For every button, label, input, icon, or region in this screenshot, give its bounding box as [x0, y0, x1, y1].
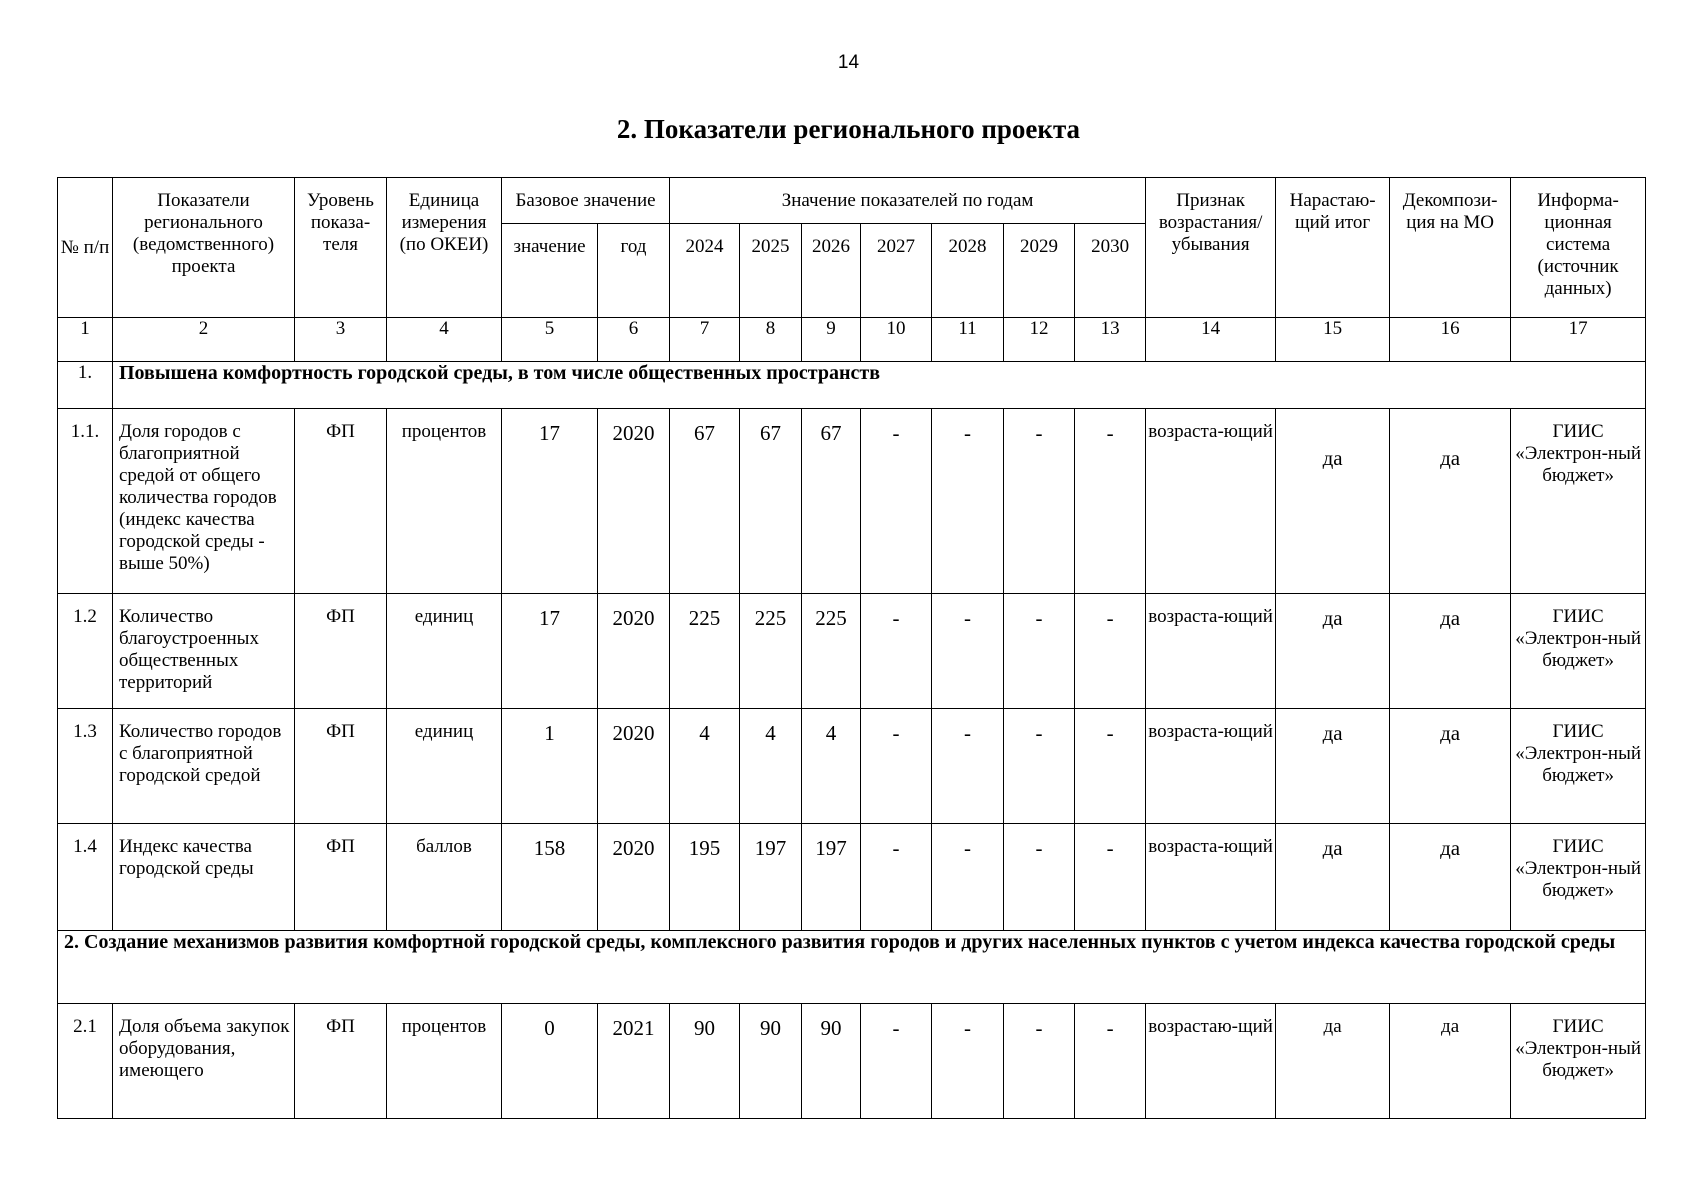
value-2027: - [861, 409, 932, 594]
header-year: 2024 [670, 224, 740, 318]
header-year: 2030 [1075, 224, 1146, 318]
value-2030: - [1075, 1004, 1146, 1119]
indicator-name: Количество городов с благоприятной городской средой [113, 709, 295, 824]
column-number: 7 [670, 318, 740, 362]
column-number: 5 [502, 318, 598, 362]
header-year: 2027 [861, 224, 932, 318]
trend: возраста-ющий [1146, 594, 1276, 709]
header-cumulative: Нарастаю-щий итог [1276, 178, 1390, 318]
header-by-years: Значение показателей по годам [670, 178, 1146, 224]
info-system: ГИИС «Электрон-ный бюджет» [1511, 409, 1646, 594]
header-indicator: Показатели регионального (ведомственного) проекта [113, 178, 295, 318]
value-2026: 67 [802, 409, 861, 594]
header-no: № п/п [58, 178, 113, 318]
header-base: Базовое значение [502, 178, 670, 224]
header-info-system: Информа-ционная система (источник данных) [1511, 178, 1646, 318]
column-number: 8 [740, 318, 802, 362]
section-number: 1. [58, 362, 113, 409]
base-year: 2020 [598, 824, 670, 931]
table-row [58, 709, 1646, 824]
column-number: 12 [1004, 318, 1075, 362]
indicator-level: ФП [295, 1004, 387, 1119]
indicator-unit: единиц [387, 709, 502, 824]
trend: возраста-ющий [1146, 824, 1276, 931]
indicator-name: Индекс качества городской среды [113, 824, 295, 931]
indicator-unit: единиц [387, 594, 502, 709]
trend: возрастаю-щий [1146, 1004, 1276, 1119]
base-year: 2020 [598, 409, 670, 594]
value-2029: - [1004, 1004, 1075, 1119]
value-2030: - [1075, 709, 1146, 824]
header-year: 2028 [932, 224, 1004, 318]
row-number: 2.1 [58, 1004, 113, 1119]
value-2028: - [932, 1004, 1004, 1119]
value-2026: 90 [802, 1004, 861, 1119]
value-2029: - [1004, 409, 1075, 594]
value-2028: - [932, 709, 1004, 824]
header-trend: Признак возрастания/ убывания [1146, 178, 1276, 318]
value-2028: - [932, 594, 1004, 709]
cumulative: да [1276, 409, 1390, 594]
value-2027: - [861, 709, 932, 824]
value-2030: - [1075, 594, 1146, 709]
column-number: 17 [1511, 318, 1646, 362]
base-value: 17 [502, 409, 598, 594]
column-number: 2 [113, 318, 295, 362]
indicator-unit: процентов [387, 409, 502, 594]
info-system: ГИИС «Электрон-ный бюджет» [1511, 594, 1646, 709]
value-2026: 197 [802, 824, 861, 931]
column-number: 14 [1146, 318, 1276, 362]
value-2027: - [861, 824, 932, 931]
base-value: 1 [502, 709, 598, 824]
column-number: 15 [1276, 318, 1390, 362]
value-2024: 225 [670, 594, 740, 709]
trend: возраста-ющий [1146, 409, 1276, 594]
value-2030: - [1075, 409, 1146, 594]
value-2025: 225 [740, 594, 802, 709]
section-title: 2. Создание механизмов развития комфортной городской среды, комплексного развития городов и других населенных пунктов с учетом индекса качества городской среды [58, 931, 1646, 1004]
section-row-2 [58, 931, 1646, 1004]
row-number: 1.1. [58, 409, 113, 594]
value-2025: 67 [740, 409, 802, 594]
header-decomposition: Декомпози-ция на МО [1390, 178, 1511, 318]
header-unit: Единица измерения (по ОКЕИ) [387, 178, 502, 318]
base-value: 158 [502, 824, 598, 931]
indicator-name: Доля городов с благоприятной средой от общего количества городов (индекс качества городской среды - выше 50%) [113, 409, 295, 594]
section-title: Повышена комфортность городской среды, в том числе общественных пространств [113, 362, 1646, 409]
cumulative: да [1276, 1004, 1390, 1119]
indicator-level: ФП [295, 709, 387, 824]
info-system: ГИИС «Электрон-ный бюджет» [1511, 1004, 1646, 1119]
value-2028: - [932, 409, 1004, 594]
value-2027: - [861, 1004, 932, 1119]
value-2025: 90 [740, 1004, 802, 1119]
column-number: 13 [1075, 318, 1146, 362]
column-number: 3 [295, 318, 387, 362]
base-year: 2021 [598, 1004, 670, 1119]
decomposition: да [1390, 594, 1511, 709]
header-base-year: год [598, 224, 670, 318]
decomposition: да [1390, 1004, 1511, 1119]
section-row-1 [58, 362, 1646, 409]
info-system: ГИИС «Электрон-ный бюджет» [1511, 824, 1646, 931]
header-year: 2025 [740, 224, 802, 318]
header-level: Уровень показа-теля [295, 178, 387, 318]
column-number: 9 [802, 318, 861, 362]
indicator-level: ФП [295, 824, 387, 931]
header-base-value: значение [502, 224, 598, 318]
value-2029: - [1004, 709, 1075, 824]
indicator-unit: процентов [387, 1004, 502, 1119]
info-system: ГИИС «Электрон-ный бюджет» [1511, 709, 1646, 824]
header-row-1 [58, 178, 1646, 224]
base-value: 0 [502, 1004, 598, 1119]
page-number: 14 [837, 52, 860, 73]
indicator-level: ФП [295, 409, 387, 594]
row-number: 1.3 [58, 709, 113, 824]
trend: возраста-ющий [1146, 709, 1276, 824]
indicator-name: Количество благоустроенных общественных территорий [113, 594, 295, 709]
indicator-name: Доля объема закупок оборудования, имеющего [113, 1004, 295, 1119]
value-2024: 4 [670, 709, 740, 824]
column-number: 1 [58, 318, 113, 362]
table-row [58, 824, 1646, 931]
column-number: 6 [598, 318, 670, 362]
cumulative: да [1276, 824, 1390, 931]
base-year: 2020 [598, 709, 670, 824]
cumulative: да [1276, 709, 1390, 824]
value-2029: - [1004, 594, 1075, 709]
row-number: 1.2 [58, 594, 113, 709]
row-number: 1.4 [58, 824, 113, 931]
value-2024: 195 [670, 824, 740, 931]
value-2026: 4 [802, 709, 861, 824]
base-year: 2020 [598, 594, 670, 709]
column-number: 10 [861, 318, 932, 362]
decomposition: да [1390, 824, 1511, 931]
table-row [58, 409, 1646, 594]
value-2030: - [1075, 824, 1146, 931]
value-2025: 4 [740, 709, 802, 824]
base-value: 17 [502, 594, 598, 709]
table-row [58, 594, 1646, 709]
value-2027: - [861, 594, 932, 709]
indicators-table [57, 177, 1646, 1119]
header-year: 2026 [802, 224, 861, 318]
cumulative: да [1276, 594, 1390, 709]
decomposition: да [1390, 409, 1511, 594]
column-numbers-row [58, 318, 1646, 362]
value-2028: - [932, 824, 1004, 931]
indicator-level: ФП [295, 594, 387, 709]
page-title: 2. Показатели регионального проекта [616, 114, 1081, 144]
column-number: 4 [387, 318, 502, 362]
column-number: 16 [1390, 318, 1511, 362]
value-2026: 225 [802, 594, 861, 709]
value-2024: 67 [670, 409, 740, 594]
column-number: 11 [932, 318, 1004, 362]
value-2029: - [1004, 824, 1075, 931]
value-2024: 90 [670, 1004, 740, 1119]
value-2025: 197 [740, 824, 802, 931]
decomposition: да [1390, 709, 1511, 824]
header-year: 2029 [1004, 224, 1075, 318]
table-row [58, 1004, 1646, 1119]
indicator-unit: баллов [387, 824, 502, 931]
